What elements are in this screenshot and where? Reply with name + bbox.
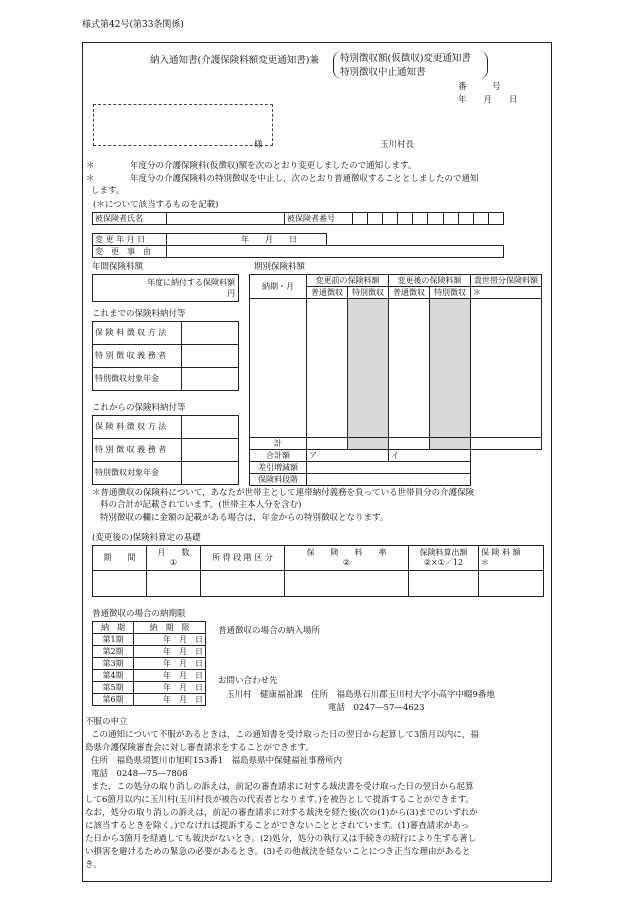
appeal-line: た日から3箇月を経過しても裁決がないとき。(2)処分，処分の執行又は手続きの続行により生ずる著し — [85, 834, 477, 844]
period-col-header: 納期・月 — [250, 275, 307, 299]
annual-table — [92, 274, 239, 302]
contact-phone: 電話 0247―57―4623 — [328, 703, 425, 713]
basis-cell — [285, 571, 409, 597]
diff-label: 差引増減額 — [250, 462, 307, 474]
after-special-column — [429, 298, 471, 438]
sum-a: ア — [307, 450, 389, 462]
future-methods-heading: これからの保険料納付等 — [92, 403, 186, 413]
sender-name: 玉川村長 — [380, 140, 415, 150]
deadline-date: 年 月 日 — [134, 658, 206, 670]
notice-line: 年度分の介護保険料の特別徴収を中止し，次のとおり普通徴収することとしましたので通知 — [130, 174, 479, 184]
change-reason-label: 変 更 事 由 — [93, 246, 167, 258]
rate-label: 保 険 料 率 — [306, 548, 387, 558]
after-regular-column — [388, 298, 430, 438]
previous-methods-heading: これまでの保険料納付等 — [92, 309, 186, 319]
rate-sub: ② — [342, 558, 351, 567]
months-sub: ① — [169, 558, 178, 567]
future-methods-table — [92, 415, 239, 485]
appeal-line: また，この処分の取り消しの訴えは，前記の審査請求に対する裁決書を受け取った日の翌日から起算 — [91, 782, 474, 792]
before-regular-column — [306, 298, 348, 438]
date-label: 年 月 日 — [458, 95, 518, 105]
note-line: 料の合計が記載されています。(世帯主本人分を含む) — [100, 500, 302, 510]
appeal-line: 島県介護保険審査会に対し審査請求をすることができます。 — [85, 743, 314, 753]
regular-subheader: 普通徴収 — [307, 287, 348, 299]
contact-heading: お問い合わせ先 — [218, 676, 278, 686]
deadline-period: 第2期 — [93, 646, 134, 658]
basis-cell — [409, 571, 479, 597]
annual-yen: 円 — [227, 289, 235, 299]
after-col-header: 変更後の保険料額 — [389, 275, 471, 287]
calc-label: 保険料算出額 — [419, 548, 468, 558]
change-reason-cell — [167, 246, 504, 258]
appeal-line: なお，処分の取り消しの訴えは，前記の審査請求に対する裁決を経た後(次の(1)から(3)までのいずれか — [85, 808, 478, 818]
note-line: ＊普通徴収の保険料について，あなたが世帯主として連帯納付義務を負っている世帯員分の介護保険 — [92, 488, 475, 498]
rank-cell — [307, 474, 471, 486]
basis-calc-header — [409, 546, 479, 571]
special-subheader: 特別徴収 — [430, 287, 471, 299]
householder-column — [470, 298, 542, 438]
method-value — [182, 368, 239, 391]
change-date-value: 年 月 日 — [167, 234, 327, 246]
insured-number-label: 被保険者番号 — [285, 213, 353, 225]
appeal-line: 住所 福島県須賀川市旭町153番1 福島県県中保健福祉事務所内 — [91, 756, 343, 766]
notice-mark: ＊ — [86, 161, 95, 171]
basis-period-header: 期 間 — [93, 546, 147, 571]
change-table — [92, 233, 504, 258]
insured-table — [92, 212, 504, 225]
method-label: 特 別 徴 収 義 務 者 — [93, 345, 182, 368]
title-option-1: 特別徴収額(仮徴収)変更通知書 — [340, 53, 471, 64]
form-title: 納入通知書(介護保険料額変更通知書)兼 — [150, 55, 319, 66]
householder-col-header: 貴世帯分保険料額 — [471, 275, 542, 287]
method-label: 保 険 料 徴 収 方 法 — [93, 322, 182, 345]
method-value — [182, 439, 239, 462]
deadlines-heading: 普通徴収の場合の納期限 — [92, 609, 186, 619]
annual-heading: 年間保険料額 — [92, 262, 144, 272]
basis-rate-header — [285, 546, 409, 571]
method-label: 保 険 料 徴 収 方 法 — [93, 416, 182, 439]
deadline-period: 第6期 — [93, 694, 134, 706]
digit-cell — [398, 213, 413, 225]
digit-cell — [458, 213, 473, 225]
periodic-total-table — [249, 437, 542, 486]
blank-cell — [471, 450, 542, 462]
deadline-date: 年 月 日 — [134, 646, 206, 658]
deadline-col-period: 納 期 — [93, 622, 134, 634]
digit-cell — [383, 213, 398, 225]
total-cell — [307, 438, 348, 450]
periodic-heading: 期別保険料額 — [254, 262, 306, 272]
digit-cell — [443, 213, 458, 225]
periodic-table — [249, 274, 542, 299]
blank-cell — [471, 462, 542, 474]
annual-label: 年度に納付する保険料額 — [147, 278, 235, 287]
method-value — [182, 322, 239, 345]
deadline-date: 年 月 日 — [134, 694, 206, 706]
notice-line: します。 — [91, 186, 125, 196]
deadline-period: 第5期 — [93, 682, 134, 694]
amount-label: 保 険 料 額 — [481, 548, 521, 558]
appeal-line: この通知について不服があるときは，この通知書を受け取った日の翌日から起算して3箇月以内に，福 — [91, 730, 479, 740]
appeal-line: き。 — [85, 860, 102, 870]
amount-sub: ＊ — [481, 558, 489, 567]
notice-hint: (＊について該当するものを記載) — [93, 200, 219, 210]
change-date-label: 変 更 年 月 日 — [93, 234, 167, 246]
basis-cell — [147, 571, 201, 597]
deadline-period: 第1期 — [93, 634, 134, 646]
insured-name-label: 被保険者氏名 — [93, 213, 167, 225]
deadline-period: 第3期 — [93, 658, 134, 670]
method-label: 特別徴収対象年金 — [93, 368, 182, 391]
deadline-date: 年 月 日 — [134, 670, 206, 682]
digit-cell — [353, 213, 368, 225]
address-window — [93, 104, 273, 146]
deadline-col-date: 納 期 限 — [134, 622, 206, 634]
method-value — [182, 345, 239, 368]
basis-cell — [479, 571, 544, 597]
months-label: 月 数 — [157, 548, 190, 558]
total-cell — [471, 438, 542, 450]
contact-address: 玉川村 健康福祉課 住所 福島県石川郡玉川村大字小高字中畷9番地 — [226, 690, 495, 700]
payment-place: 普通徴収の場合の納入場所 — [218, 626, 321, 636]
sum-label: 合計額 — [250, 450, 307, 462]
total-label: 計 — [250, 438, 307, 450]
note-line: 特別徴収の欄に金額の記載がある場合は，年金からの特別徴収となります。 — [100, 513, 389, 523]
total-cell — [389, 438, 430, 450]
title-option-2: 特別徴収中止通知書 — [340, 67, 426, 78]
number-label: 番 号 — [458, 82, 501, 92]
total-cell — [430, 438, 471, 450]
blank-cell — [327, 234, 504, 246]
diff-cell — [307, 462, 471, 474]
method-label: 特別徴収対象年金 — [93, 462, 182, 485]
appeal-line: して6箇月以内に玉川村(玉川村長が被告の代表者となります。)を被告として提訴することができます。 — [85, 795, 474, 805]
digit-cell — [473, 213, 488, 225]
basis-cell — [201, 571, 285, 597]
deadline-period: 第4期 — [93, 670, 134, 682]
insured-name-cell — [167, 213, 285, 225]
basis-months-header — [147, 546, 201, 571]
deadline-date: 年 月 日 — [134, 634, 206, 646]
period-column — [249, 298, 307, 438]
calc-sub: ②×①／12 — [423, 558, 464, 567]
basis-cell — [93, 571, 147, 597]
before-col-header: 変更前の保険料額 — [307, 275, 389, 287]
form-reference: 様式第42号(第33条関係) — [82, 20, 184, 30]
basis-table — [92, 545, 544, 597]
method-value — [182, 462, 239, 485]
notice-mark: ＊ — [86, 174, 95, 184]
sum-i: イ — [389, 450, 471, 462]
digit-cell — [488, 213, 503, 225]
basis-rank-header: 所 得 段 階 区 分 — [201, 546, 285, 571]
method-value — [182, 416, 239, 439]
notice-line: 年度分の介護保険料(仮徴収)額を次のとおり変更しましたので通知します。 — [130, 161, 417, 171]
method-label: 特 別 徴 収 義 務 者 — [93, 439, 182, 462]
addressee-suffix: 様 — [254, 140, 263, 150]
digit-cell — [368, 213, 383, 225]
appeal-heading: 不服の申立 — [85, 717, 128, 727]
deadline-date: 年 月 日 — [134, 682, 206, 694]
basis-amount-header — [479, 546, 544, 571]
digit-cell — [428, 213, 443, 225]
rank-label: 保険料段階 — [250, 474, 307, 486]
appeal-line: い損害を避けるための緊急の必要があるとき。(3)その他裁決を経ないことにつき正当な理由があると — [85, 847, 471, 857]
total-cell — [348, 438, 389, 450]
appeal-line: に該当するときを除く。)でなければ提訴することができないこととされています。(1)審査請求があっ — [85, 821, 470, 831]
previous-methods-table — [92, 321, 239, 391]
special-subheader: 特別徴収 — [348, 287, 389, 299]
blank-cell — [471, 474, 542, 486]
before-special-column — [347, 298, 389, 438]
star-mark: ＊ — [471, 287, 542, 299]
basis-heading: (変更後の)保険料算定の基礎 — [92, 533, 201, 543]
deadlines-table — [92, 621, 206, 706]
regular-subheader: 普通徴収 — [389, 287, 430, 299]
digit-cell — [413, 213, 428, 225]
appeal-line: 電話 0248―75―7808 — [91, 769, 188, 779]
